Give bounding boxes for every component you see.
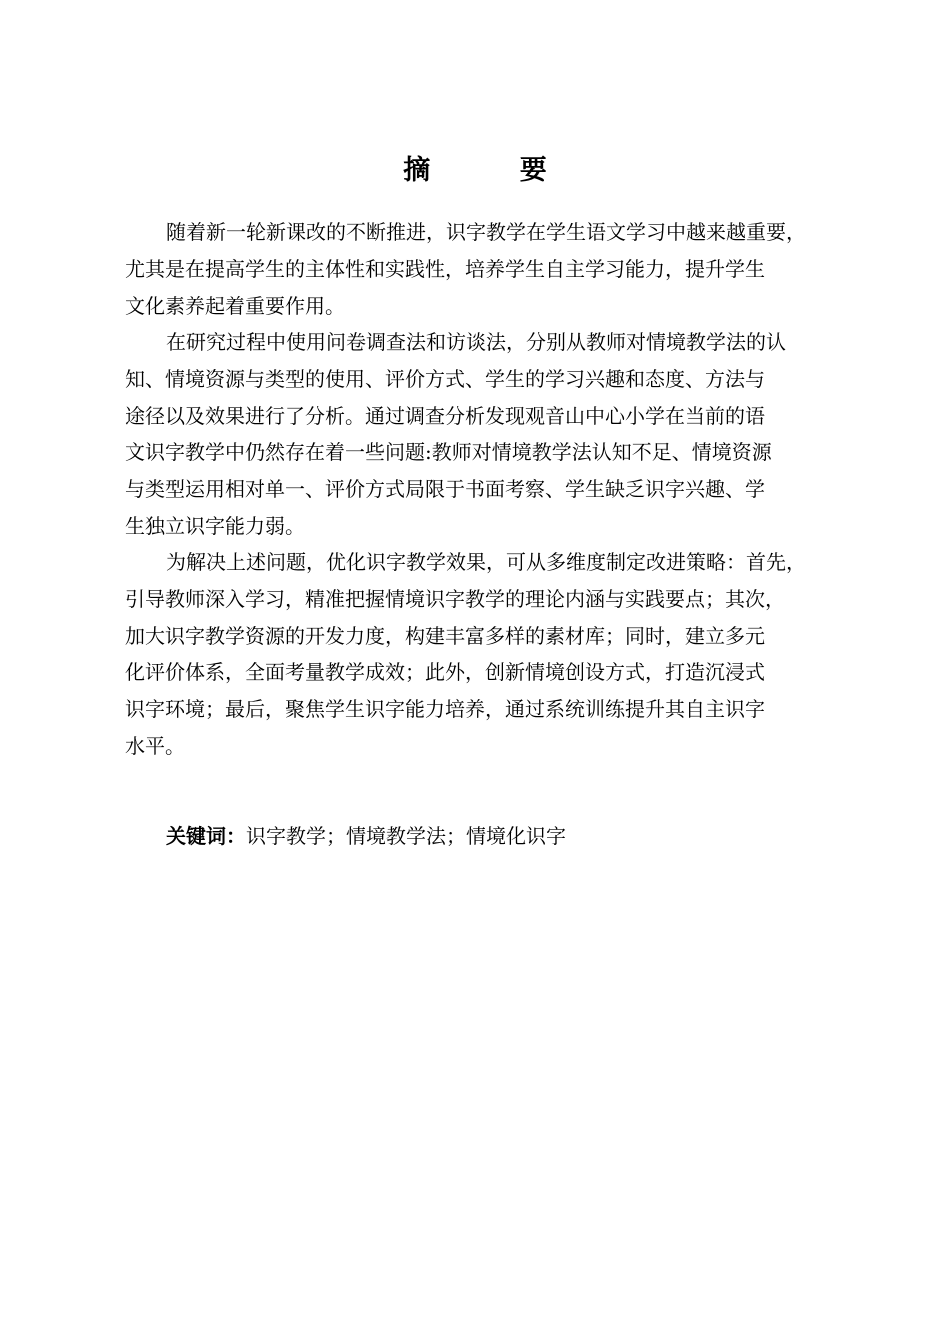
paragraph-line: 引导教师深入学习，精准把握情境识字教学的理论内涵与实践要点；其次，: [125, 586, 785, 611]
abstract-paragraph-3: [125, 544, 885, 765]
paragraph-line: 知、情境资源与类型的使用、评价方式、学生的学习兴趣和态度、方法与: [125, 366, 765, 391]
paragraph-line: 识字环境；最后，聚焦学生识字能力培养，通过系统训练提升其自主识字: [125, 697, 765, 722]
paragraph-line: 文化素养起着重要作用。: [125, 293, 345, 318]
paragraph-line: 加大识字教学资源的开发力度，构建丰富多样的素材库；同时，建立多元: [125, 623, 765, 648]
paragraph-line: 与类型运用相对单一、评价方式局限于书面考察、学生缺乏识字兴趣、学: [125, 477, 765, 502]
keywords: [166, 818, 566, 854]
paragraph-line: 尤其是在提高学生的主体性和实践性，培养学生自主学习能力，提升学生: [125, 256, 765, 281]
abstract-paragraph-1: [125, 214, 885, 324]
abstract-paragraph-2: [125, 324, 885, 545]
paragraph-line: 水平。: [125, 733, 185, 758]
paragraph-line: 文识字教学中仍然存在着一些问题:教师对情境教学法认知不足、情境资源: [125, 440, 772, 465]
paragraph-line: 随着新一轮新课改的不断推进，识字教学在学生语文学习中越来越重要，: [166, 220, 806, 244]
paragraph-line: 为解决上述问题，优化识字教学效果，可从多维度制定改进策略：首先，: [166, 550, 806, 574]
keywords-value: 识字教学；情境教学法；情境化识字: [246, 824, 566, 848]
paragraph-line: 化评价体系，全面考量教学成效；此外，创新情境创设方式，打造沉浸式: [125, 660, 765, 685]
keywords-label: 关键词：: [166, 824, 246, 848]
paragraph-line: 生独立识字能力弱。: [125, 513, 305, 538]
page-title: 摘 要: [403, 155, 587, 186]
paragraph-line: 在研究过程中使用问卷调查法和访谈法，分别从教师对情境教学法的认: [166, 330, 786, 354]
paragraph-line: 途径以及效果进行了分析。通过调查分析发现观音山中心小学在当前的语: [125, 403, 765, 428]
